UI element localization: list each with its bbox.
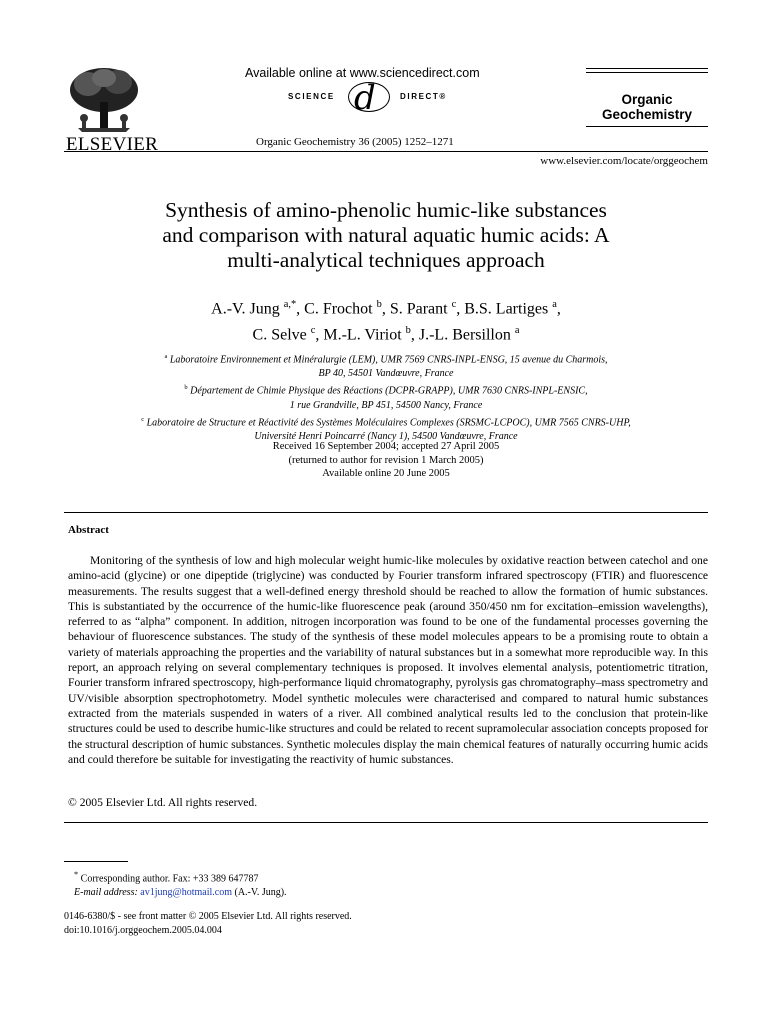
author-affil-marker: a,* [283,299,297,310]
author-name: S. Parant [389,300,448,318]
journal-rule [586,72,708,73]
date-online: Available online 20 June 2005 [322,468,450,479]
affil-marker: c [141,415,145,423]
publisher-name: ELSEVIER [66,134,159,155]
journal-name [586,92,708,122]
doi-line: doi:10.1016/j.orggeochem.2005.04.004 [64,925,222,936]
affiliation-a-line2: BP 40, 54501 Vandœuvre, France [318,368,454,380]
corresponding-text: Corresponding author. Fax: +33 389 647787 [80,873,259,885]
header-rule [64,151,708,152]
email-link[interactable]: av1jung@hotmail.com [140,887,232,899]
affiliations [64,350,708,444]
available-online-notice: Available online at www.sciencedirect.com [245,66,480,80]
title-line: Synthesis of amino-phenolic humic-like substances [165,198,607,222]
corresponding-author-footnote [74,868,287,900]
author-name: B.S. Lartiges [464,300,549,318]
journal-citation: Organic Geochemistry 36 (2005) 1252–1271 [256,136,454,148]
author-affil-marker: c [310,325,316,337]
journal-rule [586,68,708,69]
abstract-bottom-rule [64,822,708,823]
date-received: Received 16 September 2004; accepted 27 April 2005 [272,441,500,452]
affil-marker: b [184,384,188,392]
abstract-body: Monitoring of the synthesis of low and high molecular weight humic-like molecules by oxidative reaction between catechol and one amino-acid (glycine) or one dipeptide (triglycine) was conducted by Fourier transform infrared spectroscopy (FTIR) and fluorescence measurements. The results suggest that a well-defined energy threshold should be reached to allow the formation of humic substances. This is substantiated by the occurrence of the humic-like fluorescence peak (around 350/450 nm for excitation–emission wavelengths), referred to as “alpha” component. In addition, nitrogen incorporation was found to be one of the fundamental processes governing the behaviour of fluorescence substances. The study of the synthesis of these model molecules appears to be a promising route to obtain a variety of materials approaching the properties and the variability of natural substances but in a somewhat more reproducible way. In this report, an approach relying on several complementary techniques is proposed. It involves elemental analysis, potentiometric titration, Fourier transform infrared spectroscopy, high-performance liquid chromatography, pyrolysis gas chromatography–mass spectrometry and UV/visible absorption spectrophotometry. Model synthetic molecules were characterised and compared to natural humic substances extracted from the materials suspended in waters of a river. All combined analytical results led to the conclusion that protein-like structures could be used to describe humic-like structures and could be related to recent supramolecular association concepts proposed for the structural description of humic substances. Synthetic molecules display the main chemical features of naturally occurring humic acids and could therefore be suitable for investigating the reactivity of humic substances. [68,554,709,766]
affiliation-b-line1: $^b$ Département de Chimie Physique des Réactions (DCPR-GRAPP), UMR 7630 CNRS-INPL-ENSIC, [184,384,588,397]
author-name: A.-V. Jung [211,300,280,318]
title-line: and comparison with natural aquatic humic acids: A [162,223,610,247]
affiliation-c-line2: Université Henri Poincarré (Nancy 1), 54500 Vandœuvre, France [254,430,518,442]
issn-line: 0146-6380/$ - see front matter © 2005 Elsevier Ltd. All rights reserved. [64,911,352,922]
sd-logo-d: d [354,78,376,118]
affiliation-b-line2: 1 rue Grandville, BP 451, 54500 Nancy, France [289,399,483,411]
journal-name-line1: Organic [621,92,673,107]
author-list [64,294,708,347]
article-dates [64,440,708,481]
date-revised: (returned to author for revision 1 March 2005) [288,454,484,466]
front-matter [64,910,352,938]
journal-name-line2: Geochemistry [601,107,693,122]
author-affil-marker: a [514,325,520,337]
affil-marker: a [164,353,168,360]
abstract-top-rule [64,512,708,513]
article-title [64,198,708,273]
author-name: C. Selve [252,326,307,344]
author-name: C. Frochot [304,300,373,318]
affiliation-c-line1: $^c$ Laboratoire de Structure et Réactivité des Systèmes Moléculaires Complexes (SRSMC-LCPOC), UMR 7565 CNRS-UHP, [141,415,631,428]
author-affil-marker: a [552,299,557,310]
footnote-rule [64,861,128,862]
sd-logo-right: DIRECT® [400,92,447,101]
journal-rule [586,126,708,127]
journal-website: www.elsevier.com/locate/orggeochem [540,155,708,167]
authors-line: A.-V. Jung $^{a,*}$, C. Frochot $^b$, S. Parant $^c$, B.S. Lartiges $^a$, [211,299,561,318]
author-affil-marker: b [376,299,382,310]
sciencedirect-logo [288,78,460,118]
authors-line: C. Selve $^c$, M.-L. Viriot $^b$, J.-L. Bersillon $^a$ [252,325,520,344]
email-suffix: (A.-V. Jung). [232,887,287,899]
author-name: J.-L. Bersillon [418,326,511,344]
title-line: multi-analytical techniques approach [227,248,545,272]
sd-logo-left: SCIENCE [288,92,335,101]
author-name: M.-L. Viriot [323,326,402,344]
affiliation-a-line1: $^a$ Laboratoire Environnement et Minéralurgie (LEM), UMR 7569 CNRS-INPL-ENSG, 15 avenue du Charmois, [164,353,608,366]
footnote-marker: * [74,870,79,879]
author-affil-marker: c [451,299,457,310]
abstract-heading: Abstract [68,524,109,536]
abstract-copyright: © 2005 Elsevier Ltd. All rights reserved. [68,796,258,809]
email-label: E-mail address: [74,887,138,899]
author-affil-marker: b [405,325,411,337]
